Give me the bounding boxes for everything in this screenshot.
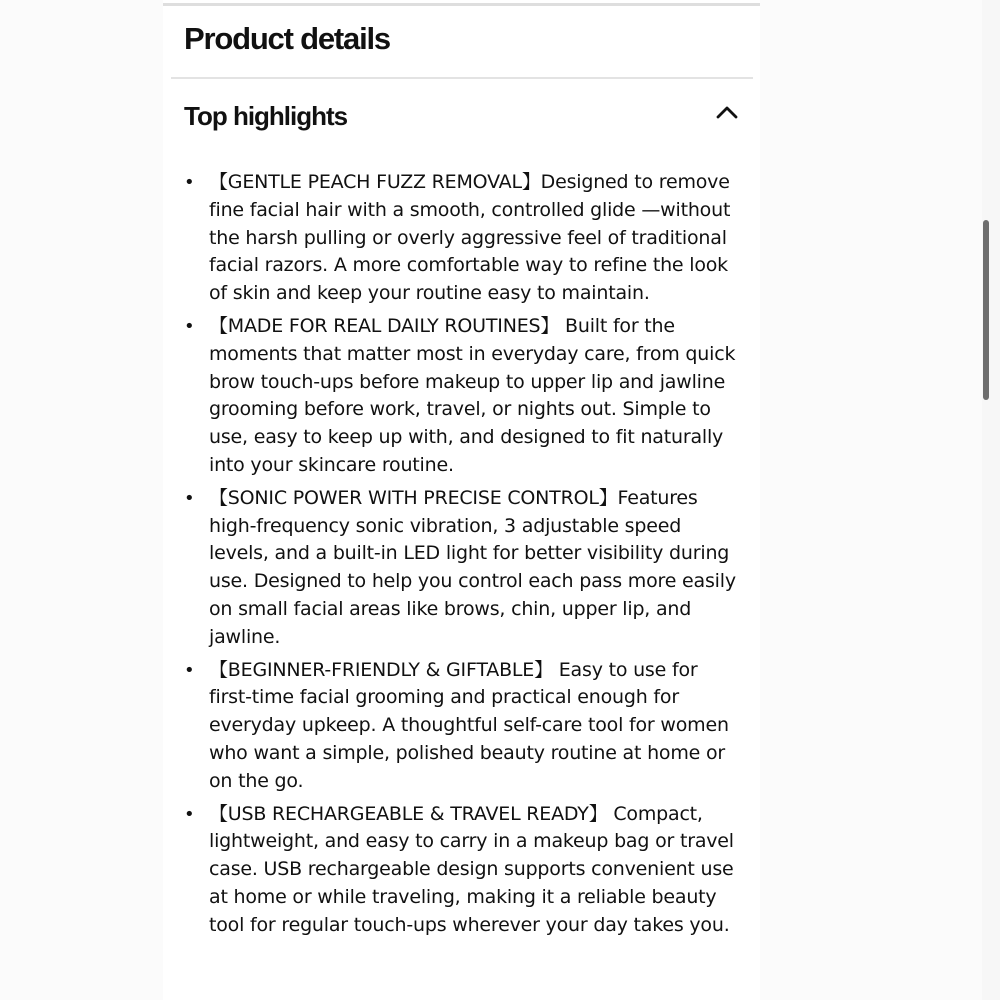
- top-highlights-accordion-toggle[interactable]: [184, 96, 746, 136]
- chevron-up-icon: [716, 104, 738, 120]
- top-highlights-list: [184, 169, 744, 945]
- highlight-item: [184, 169, 744, 308]
- section-title: Product details: [184, 21, 390, 56]
- section-divider: [171, 77, 753, 79]
- highlight-text: 【MADE FOR REAL DAILY ROUTINES】 Built for the moments that matter most in everyday care, from quick brow touch-ups before makeup to upper lip and jawline grooming before work, travel, or nights out. Simple to use, easy to keep up with, and designed to fit naturally into your skincare routine.: [209, 314, 736, 476]
- highlight-text: 【SONIC POWER WITH PRECISE CONTROL】Features high-frequency sonic vibration, 3 adjustable speed levels, and a built-in LED light for better visibility during use. Designed to help you control each pass more easily on small facial areas like brows, chin, upper lip, and jawline.: [209, 486, 736, 648]
- bullet-icon: •: [184, 659, 195, 681]
- highlight-item: [184, 801, 744, 940]
- highlight-text: 【BEGINNER-FRIENDLY & GIFTABLE】 Easy to use for first-time facial grooming and practical enough for everyday upkeep. A thoughtful self-care tool for women who want a simple, polished beauty routine at home or on the go.: [209, 658, 729, 792]
- bullet-icon: •: [184, 803, 195, 825]
- highlight-item: [184, 485, 744, 652]
- highlight-text: 【USB RECHARGEABLE & TRAVEL READY】 Compact, lightweight, and easy to carry in a makeup bag or travel case. USB rechargeable design supports convenient use at home or while traveling, making it a reliable beauty tool for regular touch-ups wherever your day takes you.: [209, 802, 734, 936]
- highlight-item: [184, 313, 744, 480]
- highlight-item: [184, 657, 744, 796]
- bullet-icon: •: [184, 487, 195, 509]
- vertical-scrollbar[interactable]: [982, 0, 1000, 1000]
- bullet-icon: •: [184, 315, 195, 337]
- accordion-title: Top highlights: [184, 101, 348, 131]
- highlight-text: 【GENTLE PEACH FUZZ REMOVAL】Designed to remove fine facial hair with a smooth, controlled glide —without the harsh pulling or overly aggressive feel of traditional facial razors. A more comfortable way to refine the look of skin and keep your routine easy to maintain.: [209, 171, 731, 305]
- top-divider: [163, 3, 760, 6]
- scrollbar-thumb[interactable]: [983, 220, 989, 400]
- bullet-icon: •: [184, 172, 195, 193]
